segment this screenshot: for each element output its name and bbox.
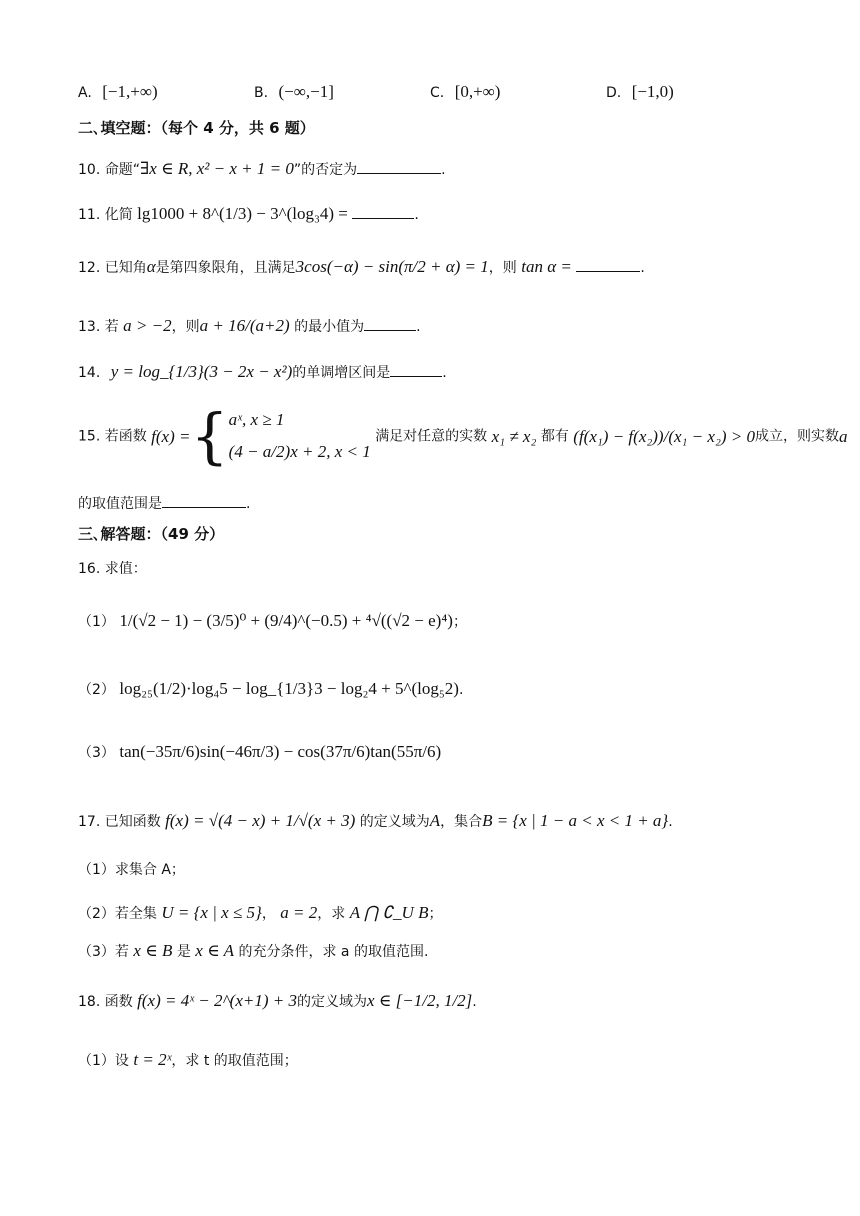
- question-text: 的最小值为: [294, 319, 365, 335]
- option-b: [254, 82, 334, 102]
- question-17: [78, 812, 673, 829]
- option-c: [430, 82, 500, 102]
- question-text: 是第四象限角，且满足: [155, 260, 296, 276]
- question-text: ，集合: [440, 814, 483, 830]
- question-text: （1）求集合 A；: [78, 862, 185, 878]
- question-number: 13.: [78, 319, 101, 335]
- question-text: 的单调增区间是: [292, 365, 391, 381]
- question-10: 10. 命题“∃x ∈ R, x² − x + 1 = 0”的否定为 .: [78, 159, 446, 178]
- math-expression: f(x) =: [151, 426, 191, 446]
- question-number: 12.: [78, 260, 101, 276]
- piecewise-cases: [229, 404, 371, 469]
- answer-blank: [162, 505, 246, 508]
- question-text: 若: [104, 319, 119, 335]
- question-text: 的充分条件，求 a 的取值范围.: [238, 944, 429, 960]
- question-text: 的定义域为: [297, 994, 367, 1010]
- option-d: [606, 82, 674, 102]
- answer-blank: [390, 374, 442, 377]
- question-text: 都有: [540, 428, 569, 445]
- question-17-part-2: [78, 904, 442, 921]
- part-label: （3）: [78, 745, 115, 761]
- math-expression: (f(x₁) − f(x₂))/(x₁ − x₂) > 0: [573, 426, 755, 446]
- question-text: 化简: [104, 207, 133, 223]
- piecewise-case: aˣ, x ≥ 1: [228, 410, 285, 429]
- question-12: 12. 已知角α是第四象限角，且满足3cos(−α) − sin(π/2 + α) = 1，则 tan α = .: [78, 257, 645, 276]
- question-16: [78, 562, 147, 576]
- punctuation: .: [458, 682, 464, 698]
- question-text: 函数: [104, 994, 133, 1010]
- question-16-part-3: [78, 743, 441, 760]
- punctuation: .: [472, 994, 477, 1010]
- question-text: ”的否定为: [293, 162, 358, 178]
- option-a: [78, 82, 158, 102]
- question-16-part-2: [78, 680, 463, 697]
- answer-blank: [576, 269, 640, 272]
- question-text: 若函数: [104, 428, 147, 445]
- part-label: （1）: [78, 614, 115, 630]
- option-value: [−1,+∞): [102, 82, 158, 101]
- question-17-part-1: [78, 863, 185, 877]
- option-label: C.: [430, 85, 445, 101]
- question-18-part-1: [78, 1051, 298, 1068]
- question-text: 的定义域为: [359, 814, 430, 830]
- question-text: 命题“: [104, 162, 140, 178]
- math-expression: f(x) = √(4 − x) + 1/√(x + 3): [165, 811, 356, 830]
- math-expression: 1/(√2 − 1) − (3/5)⁰ + (9/4)^(−0.5) + ⁴√((√2 − e)⁴): [119, 611, 453, 630]
- question-15: [78, 401, 848, 472]
- option-value: (−∞,−1]: [278, 82, 334, 101]
- punctuation: .: [668, 814, 673, 830]
- question-text: 满足对任意的实数: [375, 428, 488, 445]
- math-symbol: A: [429, 811, 441, 830]
- question-text: ，求 t 的取值范围；: [171, 1053, 298, 1069]
- question-number: 15.: [78, 428, 101, 445]
- math-expression: x ∈ B: [133, 941, 173, 960]
- question-18: [78, 992, 477, 1009]
- question-number: 18.: [78, 994, 101, 1010]
- question-text: ，则: [171, 319, 200, 335]
- question-16-part-1: [78, 612, 467, 629]
- question-text: ，则: [488, 260, 517, 276]
- option-value: [0,+∞): [454, 82, 501, 101]
- math-expression: tan α =: [521, 257, 572, 276]
- question-text: ，求: [317, 906, 346, 922]
- question-text: 成立，则实数: [755, 428, 839, 445]
- math-expression: 3cos(−α) − sin(π/2 + α) = 1: [295, 257, 489, 276]
- part-label: （2）: [78, 682, 115, 698]
- question-number: 14.: [78, 365, 101, 381]
- math-expression: a = 2: [280, 903, 318, 922]
- math-symbol: α: [146, 257, 156, 276]
- answer-blank: [352, 216, 414, 219]
- punctuation: ，: [261, 906, 276, 922]
- question-14: 14. y = log_{1/3}(3 − 2x − x²)的单调增区间是 .: [78, 362, 447, 381]
- answer-blank: [357, 171, 441, 174]
- part-label: （2）若全集: [78, 906, 157, 922]
- question-15-line2: 的取值范围是 .: [78, 496, 251, 512]
- question-text: 已知函数: [104, 814, 161, 830]
- question-text: 求值：: [104, 561, 147, 577]
- option-label: B.: [254, 85, 269, 101]
- math-expression: A ⋂ ∁_U B: [349, 903, 429, 922]
- part-label: （1）设: [78, 1053, 129, 1069]
- question-number: 17.: [78, 814, 101, 830]
- math-expression: x₁ ≠ x₂: [491, 426, 537, 446]
- math-expression: log₂₅(1/2)·log₄5 − log_{1/3}3 − log₂4 + 5^(log₅2): [119, 679, 459, 698]
- question-number: 10.: [78, 162, 101, 178]
- math-expression: B = {x | 1 − a < x < 1 + a}: [482, 811, 669, 830]
- math-symbol: a: [839, 426, 848, 446]
- section-title-solve: 三､解答题：（49 分）: [78, 525, 225, 543]
- question-number: 11.: [78, 207, 101, 223]
- math-expression: x ∈ A: [195, 941, 235, 960]
- math-expression: tan(−35π/6)sin(−46π/3) − cos(37π/6)tan(55π/6): [119, 742, 442, 761]
- option-value: [−1,0): [631, 82, 674, 101]
- question-text: 是: [176, 944, 191, 960]
- answer-blank: [364, 328, 416, 331]
- math-expression: a + 16/(a+2): [199, 316, 290, 335]
- section-title-fill-in: 二､填空题：（每个 4 分，共 6 题）: [78, 119, 315, 137]
- option-label: A.: [78, 85, 92, 101]
- question-text: 已知角: [104, 260, 147, 276]
- math-expression: y = log_{1/3}(3 − 2x − x²): [110, 362, 293, 381]
- question-number: 16.: [78, 561, 101, 577]
- math-expression: a > −2: [123, 316, 172, 335]
- question-17-part-3: [78, 942, 428, 959]
- math-expression: x ∈ [−1/2, 1/2]: [367, 991, 473, 1010]
- question-13: 13. 若 a > −2，则a + 16/(a+2) 的最小值为 .: [78, 316, 421, 335]
- math-expression: f(x) = 4ˣ − 2^(x+1) + 3: [137, 991, 297, 1010]
- math-expression: ∃x ∈ R, x² − x + 1 = 0: [139, 159, 294, 178]
- question-text: 的取值范围是: [78, 496, 162, 512]
- math-expression: lg1000 + 8^(1/3) − 3^(log₃4) =: [137, 204, 348, 223]
- piecewise-case: (4 − a/2)x + 2, x < 1: [228, 442, 371, 462]
- question-11: 11. 化简 lg1000 + 8^(1/3) − 3^(log₃4) = .: [78, 204, 419, 223]
- punctuation: ；: [428, 906, 443, 922]
- punctuation: ；: [452, 614, 467, 630]
- math-expression: U = {x | x ≤ 5}: [161, 903, 262, 922]
- part-label: （3）若: [78, 944, 129, 960]
- math-expression: t = 2ˣ: [133, 1050, 172, 1069]
- option-label: D.: [606, 85, 622, 101]
- piecewise-brace: {: [190, 401, 229, 472]
